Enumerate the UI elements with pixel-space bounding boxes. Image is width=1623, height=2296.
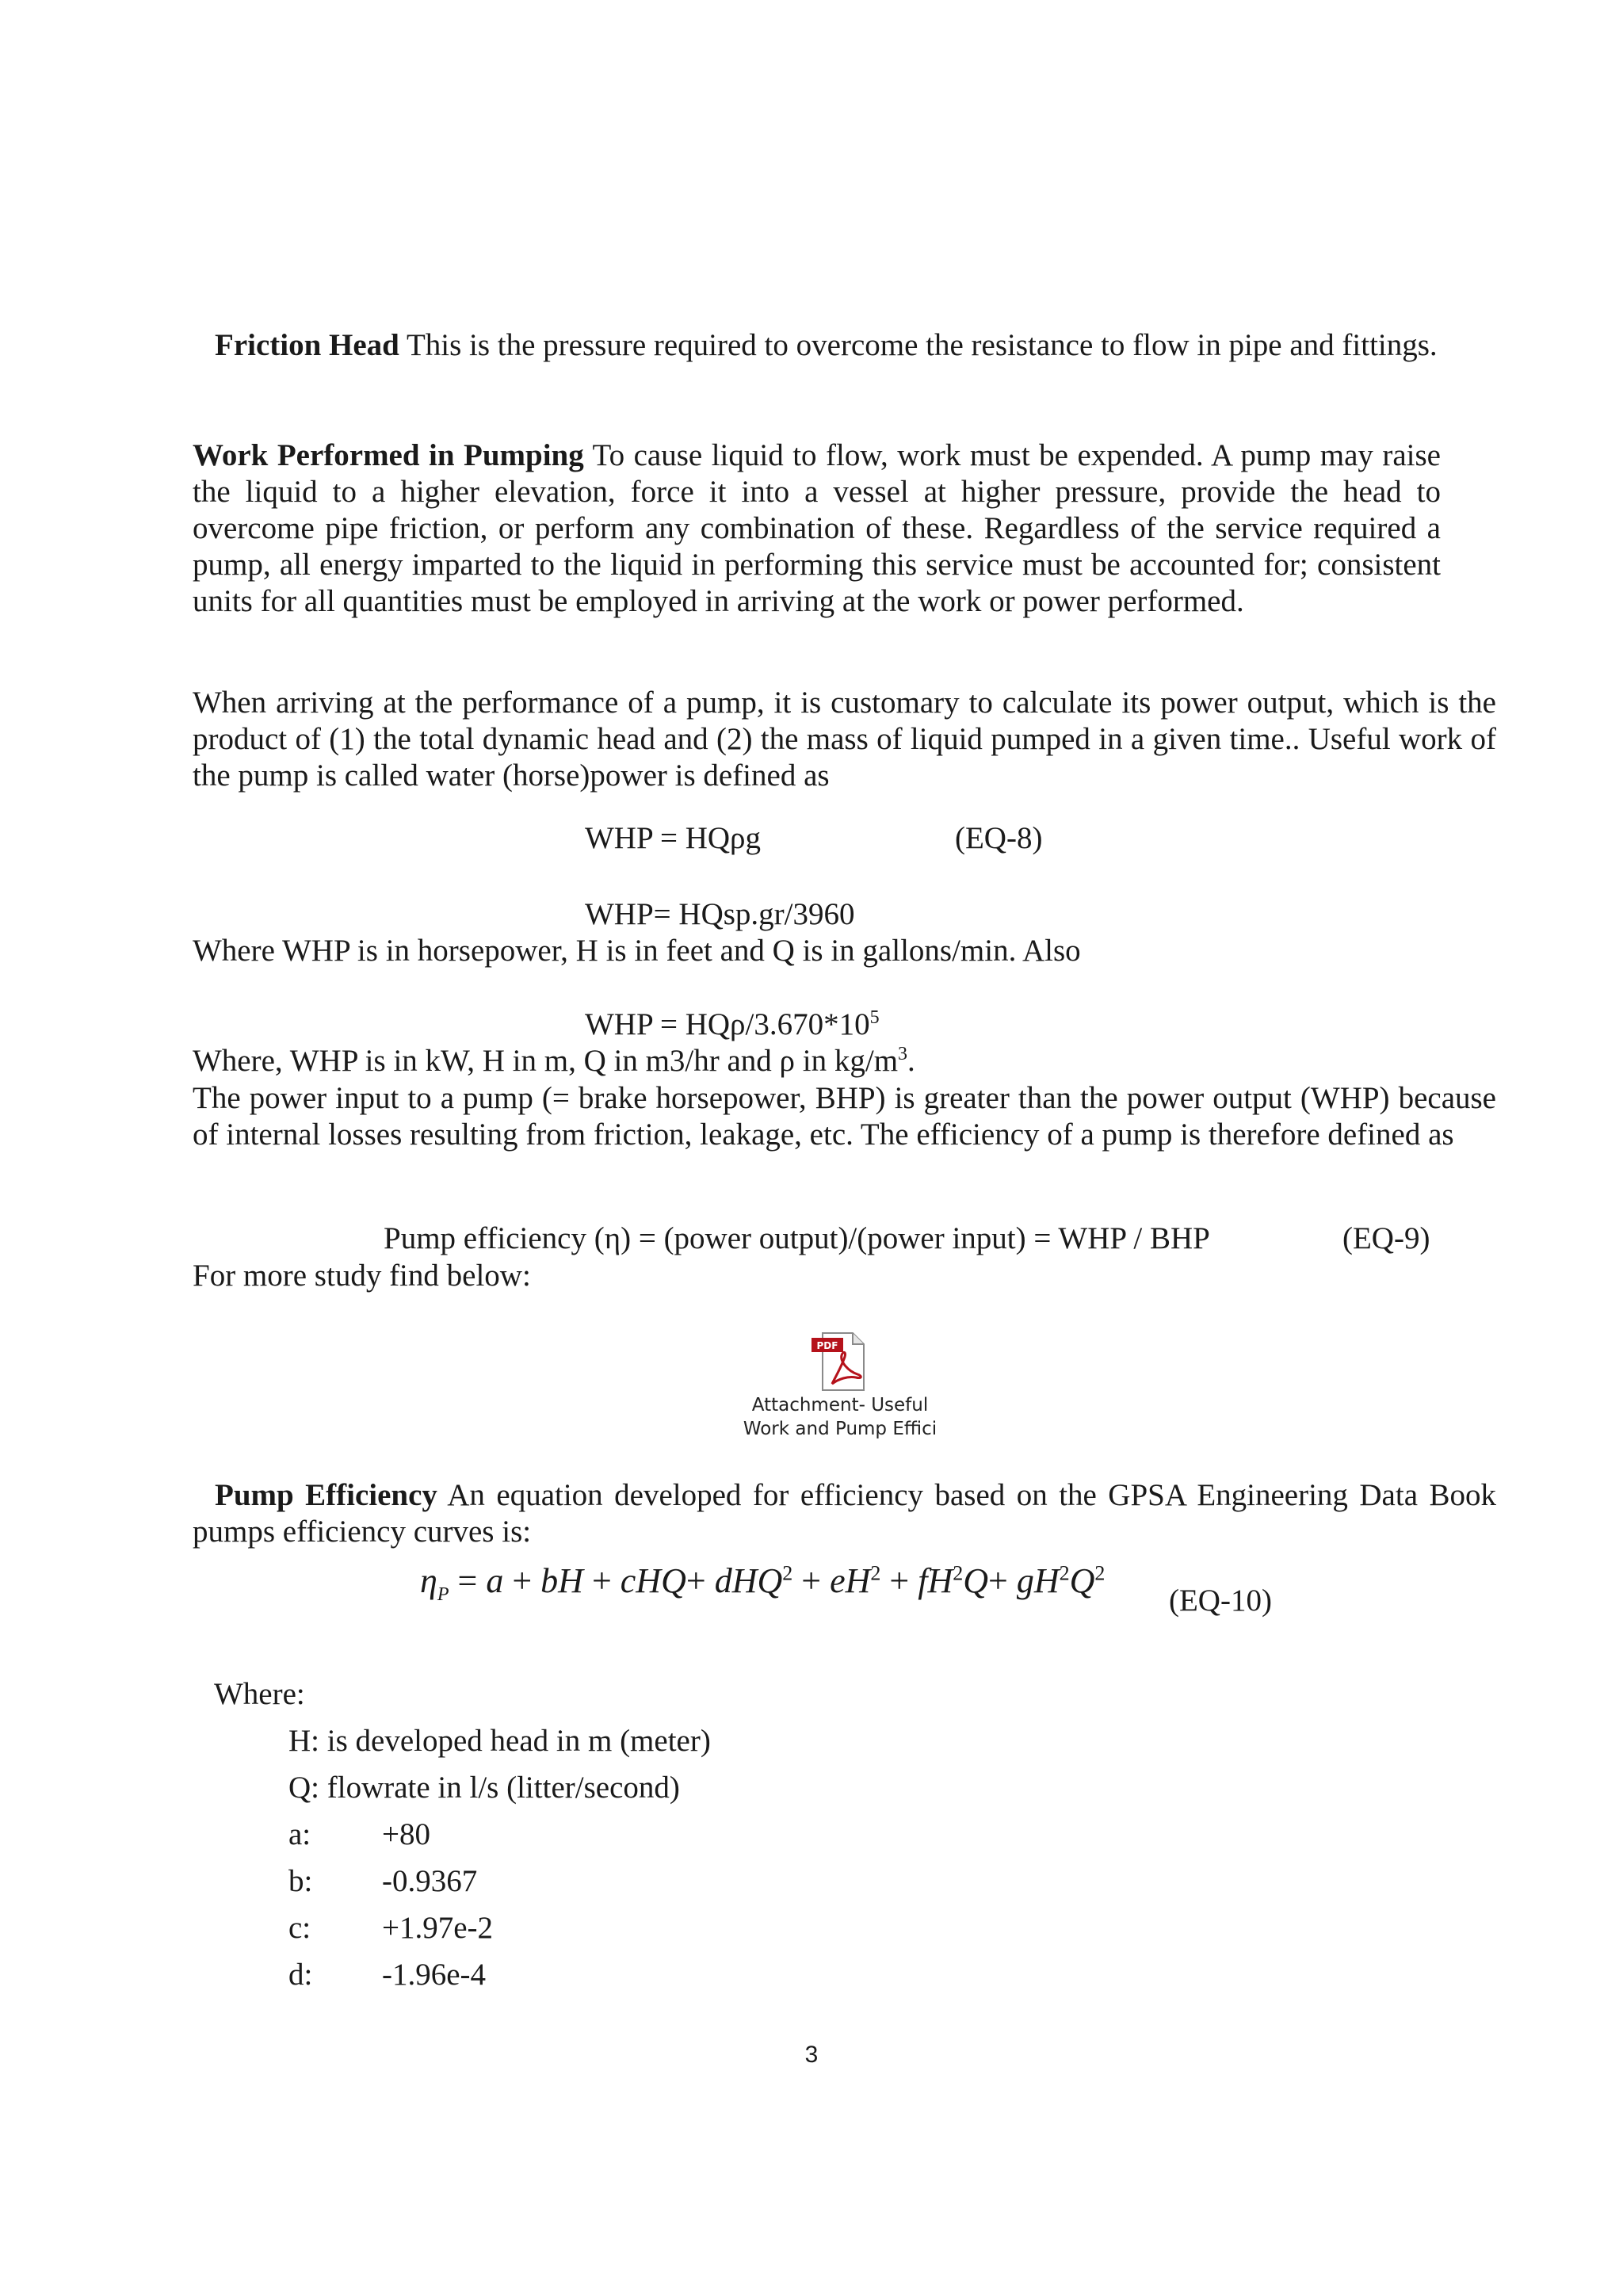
definition-q: Q: flowrate in l/s (litter/second) [288, 1771, 680, 1805]
friction-head-text: This is the pressure required to overcome the resistance to flow in pipe and fittings. [406, 328, 1438, 362]
work-performed-text: To cause liquid to flow, work must be expended. A pump may raise the liquid to a higher elevation, force it into a vessel at higher pressure, provide the head to overcome pipe friction, or perform any combination of these. Regardless of the service required a pump, all energy imparted to the liquid in performing this service must be accounted for; consistent units for all quantities must be employed in arriving at the work or power performed. [193, 438, 1441, 618]
eq8-formula: WHP = HQρg [585, 821, 762, 855]
where-kw-exp: 3 [898, 1044, 908, 1064]
coefficient-a-value: +80 [382, 1817, 430, 1851]
eq8b-formula: WHP= HQsp.gr/3960 [585, 897, 855, 931]
attachment-label-line1: Attachment- Useful [751, 1395, 929, 1415]
eq-kw-formula [585, 1007, 880, 1043]
coefficient-d-name: d: [288, 1958, 313, 1992]
coefficient-b-name: b: [288, 1864, 313, 1898]
more-study-text: For more study find below: [193, 1259, 531, 1293]
eq10-label: (EQ-10) [1169, 1584, 1272, 1618]
friction-head-heading: Friction Head [215, 328, 399, 362]
pdf-attachment-icon[interactable] [808, 1330, 872, 1393]
power-input-paragraph: The power input to a pump (= brake horsepower, BHP) is greater than the power output (WHP) because of internal losses resulting from friction, leakage, etc. The efficiency of a pump is therefore defined as [193, 1081, 1496, 1152]
where-kw-text [193, 1043, 915, 1079]
pump-efficiency-paragraph [193, 1477, 1496, 1550]
pump-efficiency-text: An equation developed for efficiency based on the GPSA Engineering Data Book pumps efficiency curves is: [193, 1478, 1496, 1549]
eq9-formula: Pump efficiency (η) = (power output)/(power input) = WHP / BHP [384, 1221, 1210, 1255]
friction-head-paragraph [193, 327, 1496, 364]
eq-kw-base: WHP = HQρ/3.670*10 [585, 1007, 870, 1041]
where-kw-tail: . [907, 1044, 915, 1078]
coefficient-b-value: -0.9367 [382, 1864, 478, 1898]
eq8-label: (EQ-8) [955, 821, 1043, 855]
pdf-icon-text: PDF [816, 1340, 838, 1351]
where-kw-base: Where, WHP is in kW, H in m, Q in m3/hr and ρ in kg/m [193, 1044, 899, 1078]
where-hp-text: Where WHP is in horsepower, H is in feet and Q is in gallons/min. Also [193, 934, 1081, 968]
page-number: 3 [804, 2042, 819, 2068]
eq10-formula: $\eta_P = a$ + bH + $cHQ+ dHQ^2 + eH^2 + fH^2Q+ gH^2Q^2$ [420, 1561, 1106, 1605]
definition-h: H: is developed head in m (meter) [288, 1724, 711, 1758]
pump-efficiency-heading: Pump Efficiency [215, 1478, 437, 1512]
coefficient-d-value: -1.96e-4 [382, 1958, 487, 1992]
eq-kw-exp: 5 [869, 1007, 880, 1028]
coefficient-c-value: +1.97e-2 [382, 1911, 494, 1945]
work-performed-paragraph [193, 437, 1441, 620]
performance-paragraph: When arriving at the performance of a pump, it is customary to calculate its power output, which is the product of (1) the total dynamic head and (2) the mass of liquid pumped in a given time.. Useful work of the pump is called water (horse)power is defined as [193, 686, 1496, 793]
attachment-label[interactable] [729, 1393, 951, 1441]
coefficient-a-name: a: [288, 1817, 311, 1851]
coefficient-c-name: c: [288, 1911, 311, 1945]
work-performed-heading: Work Performed in Pumping [193, 438, 584, 472]
where-label: Where: [214, 1677, 305, 1711]
attachment-label-line2: Work and Pump Effici [743, 1419, 938, 1439]
eq9-label: (EQ-9) [1342, 1221, 1430, 1255]
